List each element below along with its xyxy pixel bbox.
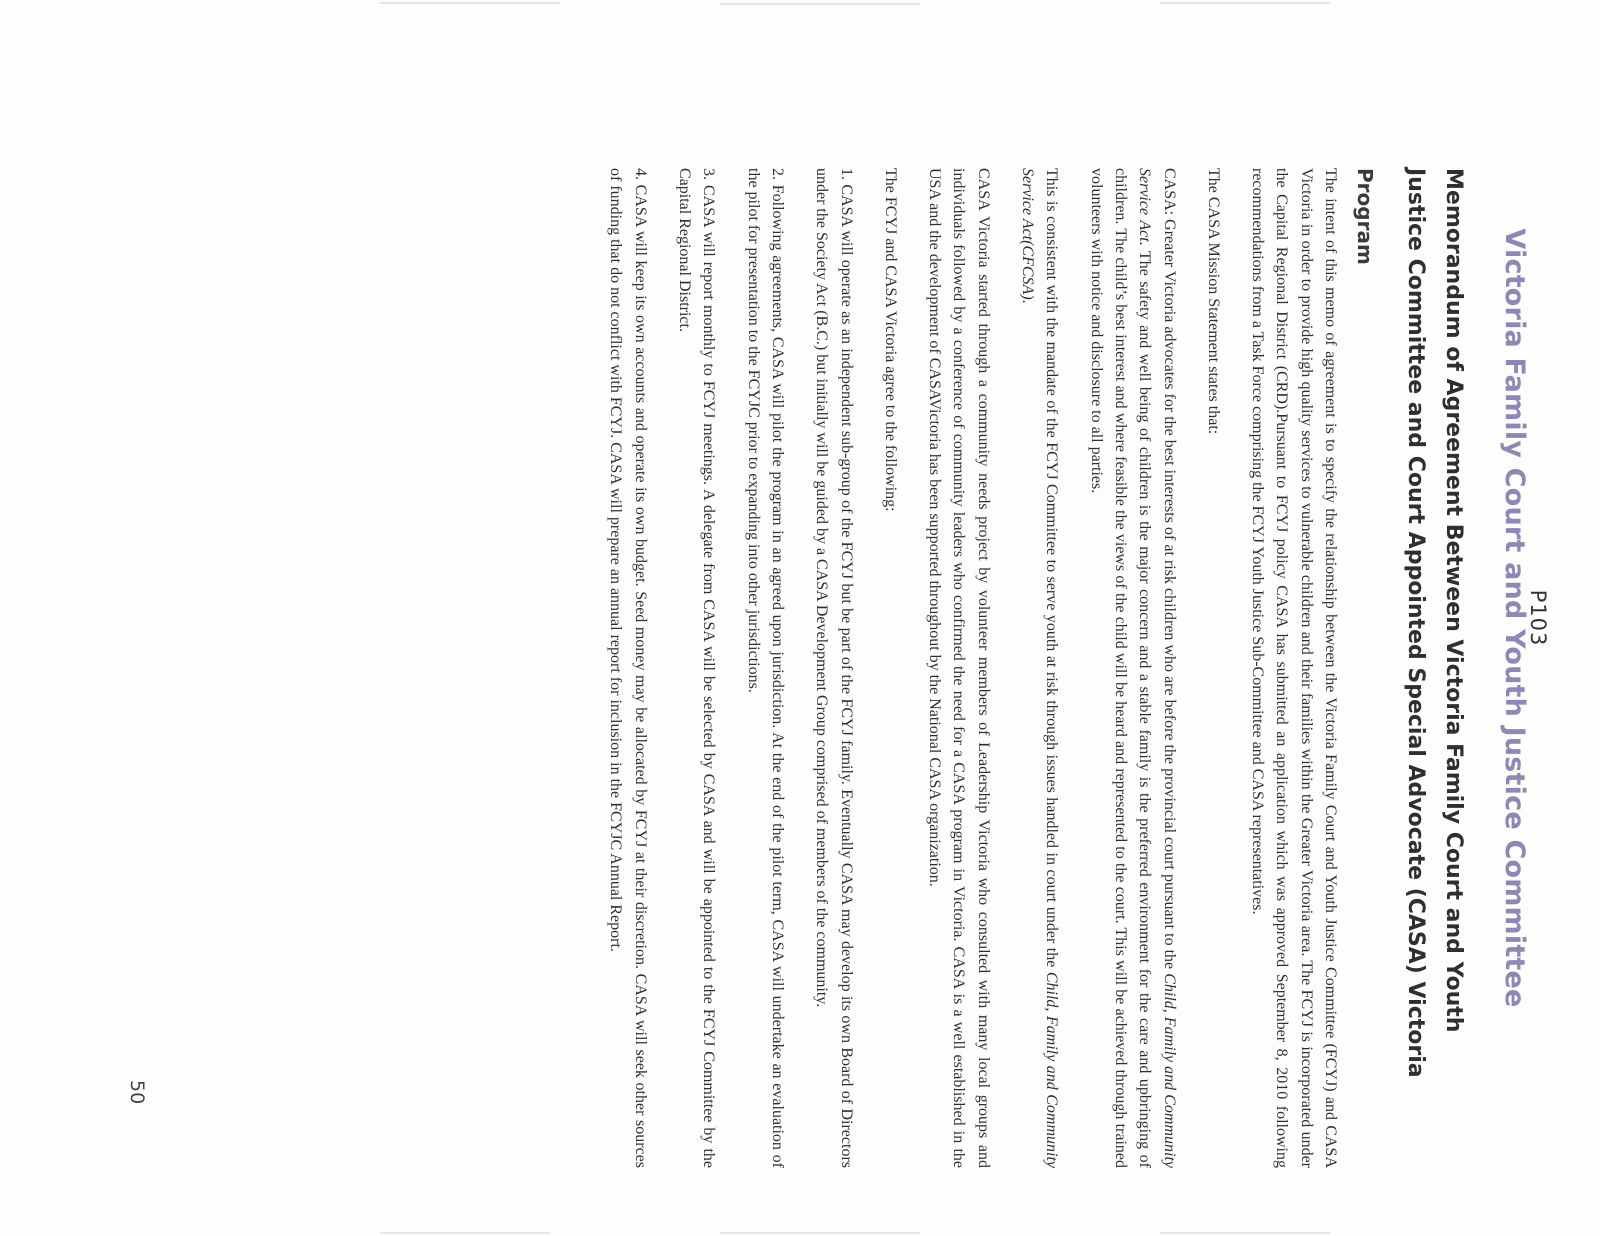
program-heading: Program [1353,168,1377,265]
agreement-item-1: 1. CASA will operate as an independent sub-group of the FCYJ but be part of the FCYJ family. Eventually CASA may develop its own Board of Directors under the Society Act (B.C.) but initially will be guided by a CASA Development Group comprised of members of the community. [813,168,855,1168]
page-code: P103 [1526,589,1550,647]
agreement-item-2: 2. Following agreements, CASA will pilot the program in an agreed upon jurisdiction. At the end of the pilot term, CASA will undertake an evaluation of the pilot for presentation to the FCYJC prior to expanding into other jurisdictions. [744,168,786,1168]
consistency-paragraph [1015,168,1064,1168]
intent-paragraph: The intent of this memo of agreement is to specify the relationship between the Victoria Family Court and Youth Justice Committee (FCYJ) and CASA Victoria in order to provide high quality services to vulnerable children and their families within the Greater Victoria area. The FCYJ is incorporated under the Capital Regional District (CRD).Pursuant to FCYJ policy CASA has submitted an application which was approved September 8, 2010 following recommendations from a Task Force comprising the FCYJ Youth Justice Sub-Committee and CASA representatives. [1249,168,1339,1168]
mission-text: . The safety and well being of children is the major concern and a stable family is the preferred environment for the care and upbringing of children. The child’s best interest and where feasible the views of the child will be heard and represented to the court. This will be achieved through trained volunteers with notice and disclosure to all parties. [1087,168,1154,1168]
document-body [583,168,1342,1168]
consistency-text: . [1019,299,1037,304]
page-title: Victoria Family Court and Youth Justice Committee [1499,228,1530,1008]
mission-text: CASA: Greater Victoria advocates for the best interests of at risk children who are before the provincial court pursuant to the [1160,168,1178,974]
page-number: 50 [126,1080,148,1105]
mission-intro: The CASA Mission Statement states that: [1204,168,1222,435]
act-name: Child, Family and Community Service Act [1136,168,1178,1168]
agreement-item-3: 3. CASA will report monthly to FCYJ meetings. A delegate from CASA will be selected by CASA and will be appointed to the FCYJ Committee by the Capital Regional District. [676,168,718,1168]
mission-paragraph [1083,168,1180,1168]
consistency-text: This is consistent with the mandate of the FCYJ Committee to serve youth at risk through issues handled in court under the [1043,168,1061,972]
history-paragraph: CASA Victoria started through a community needs project by volunteer members of Leadership Victoria who consulted with many local groups and individuals followed by a conference of community leaders who confirmed the need for a CASA program in Victoria. CASA is a well established in the USA and the development of CASAVictoria has been supported throughout by the National CASA organization. [926,168,992,1168]
memo-heading: Memorandum of Agreement Between Victoria Family Court and Youth Justice Committee and Court Appointed Special Advocate (CASA) Victoria [1403,168,1466,1078]
agreement-item-4: 4. CASA will keep its own accounts and operate its own budget. Seed money may be allocated by FCYJ at their discretion. CASA will seek other sources of funding that do not conflict with FCYJ. CASA will prepare an annual report for inclusion in the FCYJC Annual Report. [607,168,649,1168]
agreement-intro: The FCYJ and CASA Victoria agree to the following: [881,168,899,512]
act-name: Child, Family and Community Service Act(CFCSA) [1019,168,1061,1169]
